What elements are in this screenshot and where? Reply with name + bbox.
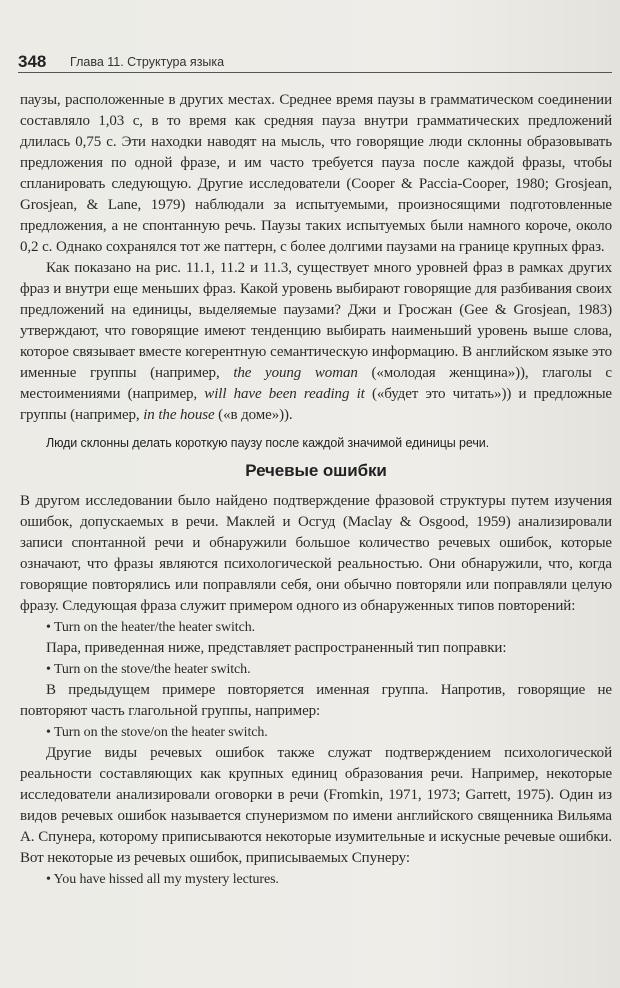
text-run: («молодая женщина»)), глаголы с местоимениями (например,: [20, 365, 612, 402]
paragraph: паузы, расположенные в других местах. Среднее время паузы в грамматическом соединении составляло 1,03 с, в то время как средняя пауза внутри грамматических предложений длилась 0,75 с. Эти находки наводят на мысль, что говорящие люди склонны образовывать предложения по одной фразе, и им часто требуется пауза после каждой фразы, чтобы спланировать следующую. Другие исследователи (Cooper & Paccia-Cooper, 1980; Grosjean, Grosjean, & Lane, 1979) наблюдали за испытуемыми, произносящими подготовленные предложения, а не спонтанную речь. Паузы таких испытуемых были намного короче, около 0,2 с. Однако сохранялся тот же паттерн, с более долгими паузами на границе крупных фраз.: [20, 92, 612, 255]
text-run: Как показано на рис. 11.1, 11.2 и 11.3, существует много уровней фраз в рамках других фраз и внутри еще меньших фраз. Какой уровень выбирают говорящие для разбивания своих предложений на единицы, выделяемые паузами? Джи и Гросжан (Gee & Grosjean, 1983) утверждают, что говорящие имеют тенденцию выбирать наименьший уровень выше слова, которое связывает вместе когерентную семантическую информацию. В английском языке это именные группы (например,: [20, 260, 612, 381]
italic-example: in the house: [143, 407, 215, 423]
key-point-note: Люди склонны делать короткую паузу после каждой значимой единицы речи.: [46, 436, 490, 450]
body-text: [20, 90, 612, 890]
example-sentence: • Turn on the stove/on the heater switch.: [46, 725, 268, 740]
paragraph: В предыдущем примере повторяется именная группа. Напротив, говорящие не повторяют часть глагольной группы, например:: [20, 682, 612, 719]
section-heading: Речевые ошибки: [245, 461, 387, 480]
example-sentence: • You have hissed all my mystery lectures.: [46, 872, 279, 887]
running-header: [18, 52, 612, 73]
chapter-title: Глава 11. Структура языка: [70, 55, 225, 69]
italic-example: the young woman: [233, 365, 358, 381]
example-sentence: • Turn on the heater/the heater switch.: [46, 620, 256, 635]
example-sentence: • Turn on the stove/the heater switch.: [46, 662, 251, 677]
paragraph: В другом исследовании было найдено подтверждение фразовой структуры путем изучения ошибок, допускаемых в речи. Маклей и Осгуд (Maclay & Osgood, 1959) анализировали записи спонтанной речи и обнаружили большое количество речевых ошибок, которые означают, что фразы являются психологической реальностью. Они обнаружили, что, когда говорящие повторялись или поправляли себя, они обычно повторяли или поправляли целую фразу. Следующая фраза служит примером одного из обнаруженных типов повторений:: [20, 493, 612, 614]
paragraph: [20, 258, 612, 426]
page-number: 348: [18, 52, 47, 71]
paragraph: Другие виды речевых ошибок также служат подтверждением психологической реальности составляющих как крупных единиц образования речи. Например, некоторые исследователи анализировали оговорки в речи (Fromkin, 1971, 1973; Garrett, 1975). Один из видов речевых ошибок называется спунеризмом по имени английского священника Вильяма А. Спунера, которому приписываются некоторые изумительные и искусные речевые ошибки. Вот некоторые из речевых ошибок, приписываемых Спунеру:: [20, 745, 612, 866]
italic-example: will have been reading it: [204, 386, 365, 402]
text-run: («будет это читать»)) и предложные группы (например,: [20, 386, 612, 423]
paragraph: Пара, приведенная ниже, представляет распространенный тип поправки:: [46, 640, 507, 656]
text-run: («в доме»)).: [214, 407, 293, 423]
